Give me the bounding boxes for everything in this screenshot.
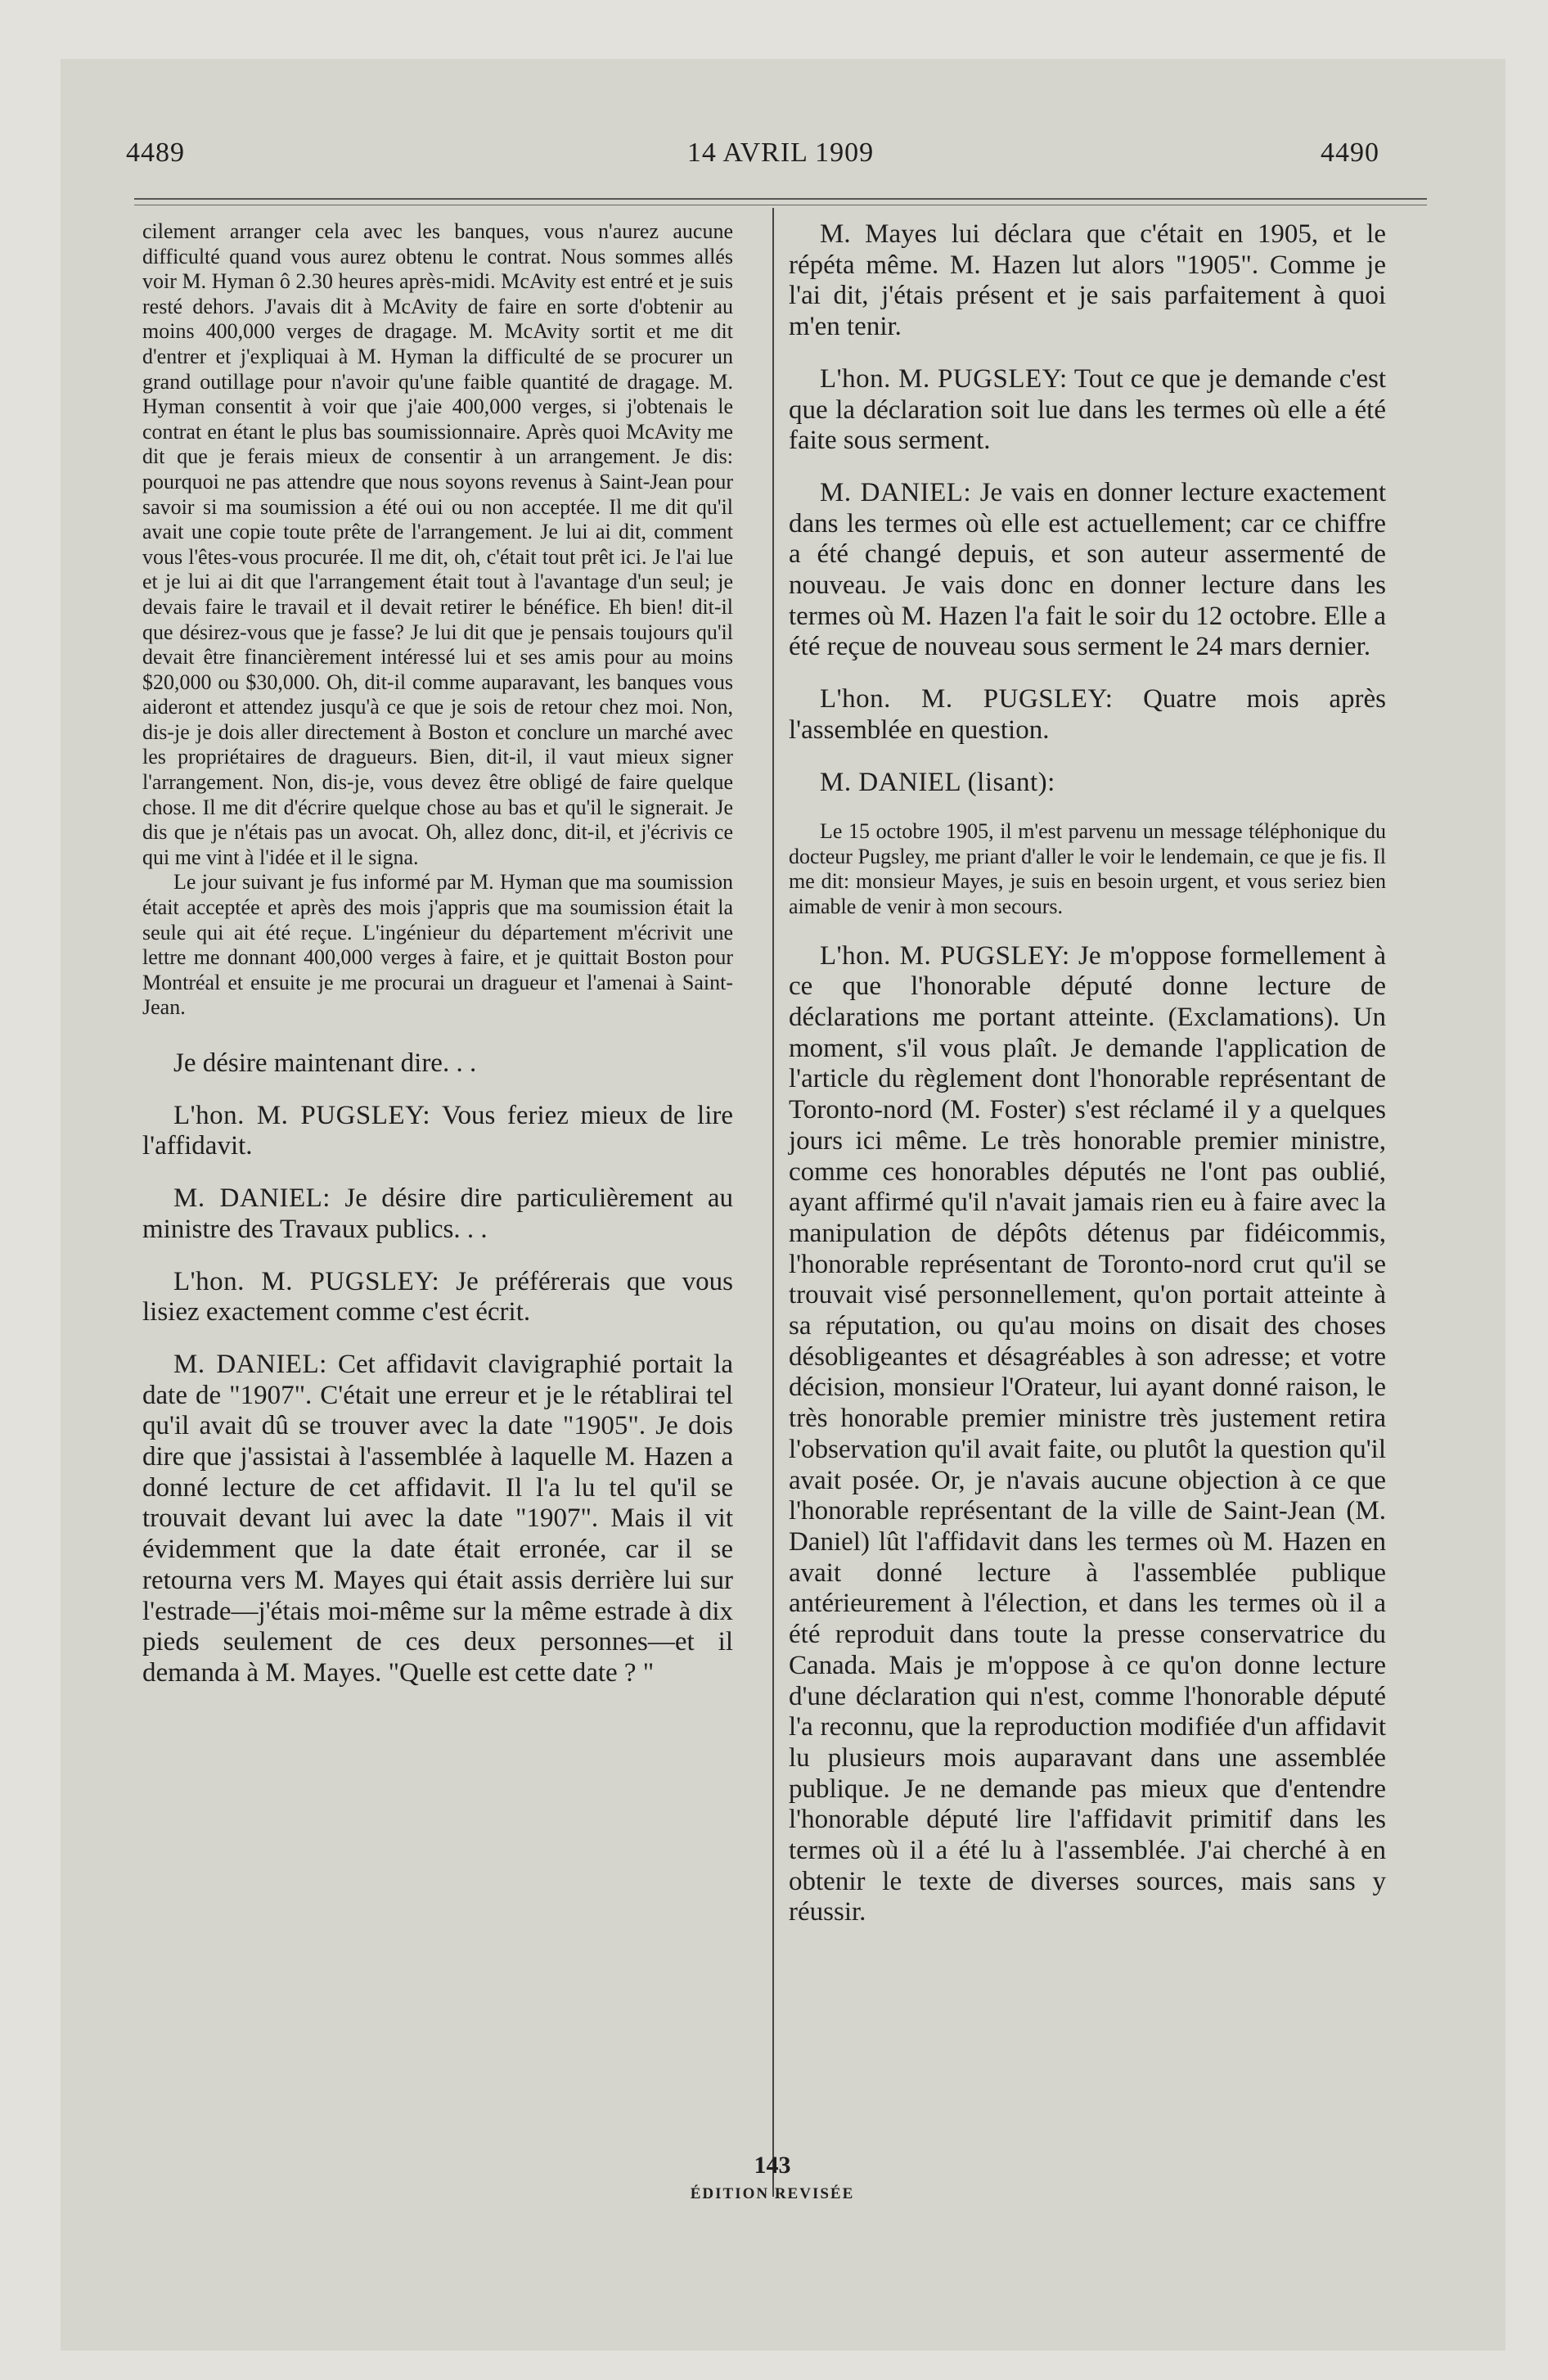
signature-number: 143: [754, 2152, 791, 2179]
speech-text: Je m'oppose formellement à ce que l'honorable député donne lecture de déclarations me portant atteinte. (Exclamations). Un moment, s'il vous plaît. Je demande l'application de l'article du règlement dont l'honorable représentant de Toronto-nord (M. Foster) s'est réclamé il y a quelques jours ici même. Le très honorable premier ministre, comme ces honorables députés ne l'ont pas oublié, ayant affirmé qu'il n'avait jamais rien eu à faire avec la manipulation de dépôts détenus par fidéicommis, l'honorable représentant de Toronto-nord crut qu'il se trouvait visé personnellement, qu'on portait atteinte à sa réputation, ou qu'au moins on disait des choses désobligeantes et désagréables à son adresse; et votre décision, monsieur l'Orateur, lui ayant donné raison, le très honorable premier ministre très justement retira l'observation qu'il avait faite, ou plutôt la question qu'il avait posée. Or, je n'avais aucune objection à ce que l'honorable représentant de la ville de Saint-Jean (M. Daniel) lût l'affidavit dans les termes où M. Hazen en avait donné lecture à l'assemblée publique antérieurement à l'élection, et dans les termes où il a été reproduit dans toute la presse conservatrice du Canada. Mais je m'oppose à ce qu'on donne lecture d'une déclaration qui n'est, comme l'honorable député l'a reconnu, que la reproduction modifiée d'un affidavit lu plusieurs mois auparavant dans une assemblée publique. Je ne demande pas mieux que d'entendre l'honorable député lire l'affidavit primitif dans les termes où il a été lu à l'assemblée. J'ai cherché à en obtenir le texte de diverses sources, mais sans y réussir.: [789, 940, 1386, 1927]
speech-text: Tout ce que je demande c'est que la déclaration soit lue dans les termes où elle a été faite sous serment.: [789, 363, 1386, 456]
speech-text: Quatre mois après l'assemblée en question.: [789, 684, 1386, 745]
speech-paragraph: [142, 1101, 733, 1162]
speech-text: Cet affidavit clavigraphié portait la date de "1907". C'était une erreur et je le rétablirai tel qu'il avait dû se trouver avec la date "1905". Je dois dire que j'assistai à l'assemblée à laquelle M. Hazen a donné lecture de cet affidavit. Il l'a lu tel qu'il se trouvait devant lui avec la date "1907". Mais il vit évidemment que la date était erronée, car il se retourna vers M. Mayes qui était assis derrière lui sur l'estrade—j'étais moi-même sur la même estrade à dix pieds seulement de ces deux personnes—et il demanda à M. Mayes. "Quelle est cette date ? ": [142, 1349, 733, 1688]
header-rule: [134, 198, 1427, 200]
page-number-right: 4490: [1321, 137, 1379, 168]
speech-paragraph: [789, 364, 1386, 457]
speech-paragraph: [142, 1350, 733, 1689]
speaker-name: M. DANIEL:: [173, 1183, 331, 1214]
edition-label: ÉDITION REVISÉE: [690, 2185, 855, 2202]
speech-paragraph: [142, 1183, 733, 1245]
speaker-name: L'hon. M. PUGSLEY:: [820, 684, 1114, 714]
affidavit-quote: Le 15 octobre 1905, il m'est parvenu un message téléphonique du docteur Pugsley, me priant d'aller le voir le lendemain, ce que je fis. Il me dit: monsieur Mayes, je suis en besoin urgent, et vous seriez bien aimable de venir à mon secours.: [789, 819, 1386, 919]
speech-text: Je préférerais que vous lisiez exactement comme c'est écrit.: [142, 1266, 733, 1327]
speech-paragraph: [789, 684, 1386, 746]
right-column: [789, 219, 1386, 1928]
speech-text: Vous feriez mieux de lire l'affidavit.: [142, 1100, 734, 1161]
speech-text: Je vais en donner lecture exactement dans les termes où elle est actuellement; car ce chiffre a été changé depuis, et son auteur assermenté de nouveau. Je vais donc en donner lecture dans les termes où M. Hazen l'a fait le soir du 12 octobre. Elle a été reçue de nouveau sous serment le 24 mars dernier.: [789, 477, 1387, 662]
page-number-left: 4489: [126, 137, 185, 168]
speech-paragraph: [142, 1267, 733, 1328]
speech-paragraph: Je désire maintenant dire. . .: [173, 1048, 477, 1078]
affidavit-text: cilement arranger cela avec les banques, vous n'aurez aucune difficulté quand vous aurez obtenu le contrat. Nous sommes allés voir M. Hyman ô 2.30 heures après-midi. McAvity est entré et je suis resté dehors. J'avais dit à McAvity de faire en sorte d'obtenir au moins 400,000 verges de dragage. M. McAvity sortit et me dit d'entrer et j'expliquai à M. Hyman la difficulté de se procurer un grand outillage pour n'avoir qu'une faible quantité de dragage. M. Hyman consentit à voir que j'aie 400,000 verges, si j'obtenais le contrat en étant le plus bas soumissionnaire. Après quoi McAvity me dit que je ferais mieux de consentir à un arrangement. Je dis: pourquoi ne pas attendre que nous soyons revenus à Saint-Jean pour savoir si ma soumission a été oui ou non acceptée. Il me dit qu'il avait une copie toute prête de l'arrangement. Je lui ai dit, comment vous l'êtes-vous procurée. Il me dit, oh, c'était tout prêt ici. Je l'ai lue et je lui ai dit que l'arrangement était tout à l'avantage d'un seul; je devais faire le travail et il devait retirer le bénéfice. Eh bien! dit-il que désirez-vous que je fasse? Je lui dit que je pensais toujours qu'il devait être financièrement intéressé lui et ses amis pour au moins $20,000 ou $30,000. Oh, dit-il comme auparavant, les banques vous aideront et attendez jusqu'à ce que je sois de retour chez moi. Non, dis-je je dois aller directement à Boston et conclure un marché avec les propriétaires de dragueurs. Bien, dit-il, il vaut mieux signer l'arrangement. Non, dis-je, vous devez être obligé de faire quelque chose. Il me dit d'écrire quelque chose au bas et qu'il le signerait. Je dis que je n'étais pas un avocat. Oh, allez donc, dit-il, et j'écrivis ce qui me vint à l'idée et il le signa.: [142, 219, 733, 869]
speaker-name: L'hon. M. PUGSLEY:: [173, 1266, 440, 1296]
speaker-name: M. DANIEL (lisant):: [820, 767, 1055, 797]
column-divider: [772, 208, 774, 2197]
speech-paragraph: [789, 941, 1386, 1929]
left-column: [142, 219, 733, 1689]
speech-paragraph: [789, 478, 1386, 663]
speaker-name: M. DANIEL:: [820, 477, 972, 507]
speaker-name: L'hon. M. PUGSLEY:: [820, 363, 1068, 394]
page-date: 14 AVRIL 1909: [686, 137, 875, 168]
speech-text: Je désire dire particulièrement au ministre des Travaux publics. . .: [142, 1183, 734, 1244]
speaker-name: M. DANIEL:: [173, 1349, 327, 1379]
speaker-name: L'hon. M. PUGSLEY:: [173, 1100, 431, 1130]
affidavit-text: Le jour suivant je fus informé par M. Hyman que ma soumission était acceptée et après des mois j'appris que ma soumission était la seule qui ait été reçue. L'ingénieur du département m'écrivit une lettre me donnant 400,000 verges à faire, et je quittait Boston pour Montréal et ensuite je me procurai un dragueur et l'amenai à Saint-Jean.: [142, 870, 733, 1020]
scanned-page: [61, 59, 1505, 2351]
speech-paragraph: M. Mayes lui déclara que c'était en 1905, et le répéta même. M. Hazen lut alors "1905". Comme je l'ai dit, j'étais présent et je sais parfaitement à quoi m'en tenir.: [789, 219, 1386, 342]
speaker-name: L'hon. M. PUGSLEY:: [820, 940, 1070, 971]
